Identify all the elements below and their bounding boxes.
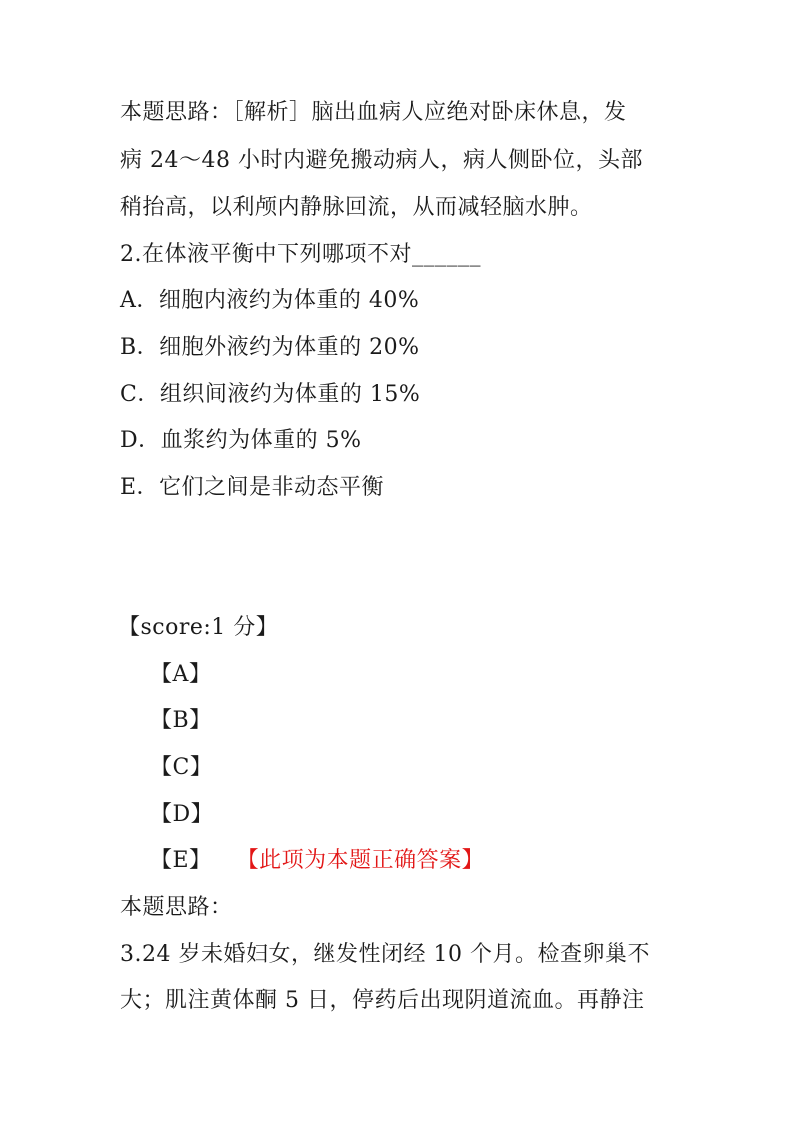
prev-analysis-line-3: 稍抬高，以利颅内静脉回流，从而减轻脑水肿。	[120, 195, 593, 220]
option-e: E．它们之间是非动态平衡	[120, 475, 385, 500]
option-a: A．细胞内液约为体重的 40%	[120, 288, 420, 313]
correct-answer-marker: 【此项为本题正确答案】	[247, 848, 485, 873]
question-3-line-2: 大；肌注黄体酮 5 日，停药后出现阴道流血。再静注	[120, 988, 645, 1013]
option-c: C．组织间液约为体重的 15%	[120, 382, 421, 407]
question-2-stem: 2.在体液平衡中下列哪项不对______	[120, 242, 481, 267]
option-b: B．细胞外液约为体重的 20%	[120, 335, 420, 360]
answer-b: 【B】	[150, 708, 212, 733]
answer-d: 【D】	[150, 802, 214, 827]
prev-analysis-line-2: 病 24～48 小时内避免搬动病人，病人侧卧位，头部	[120, 148, 643, 173]
answer-c: 【C】	[150, 755, 213, 780]
score-label: 【score:1 分】	[118, 615, 279, 640]
option-d: D．血浆约为体重的 5%	[120, 428, 362, 453]
question-2-analysis: 本题思路：	[120, 895, 233, 920]
answer-a: 【A】	[150, 662, 212, 687]
answer-e-row	[150, 845, 484, 877]
prev-analysis-line-1: 本题思路：［解析］脑出血病人应绝对卧床休息，发	[120, 100, 627, 125]
answer-e: 【E】	[150, 848, 212, 873]
question-3-line-1: 3.24 岁未婚妇女，继发性闭经 10 个月。检查卵巢不	[120, 942, 650, 967]
